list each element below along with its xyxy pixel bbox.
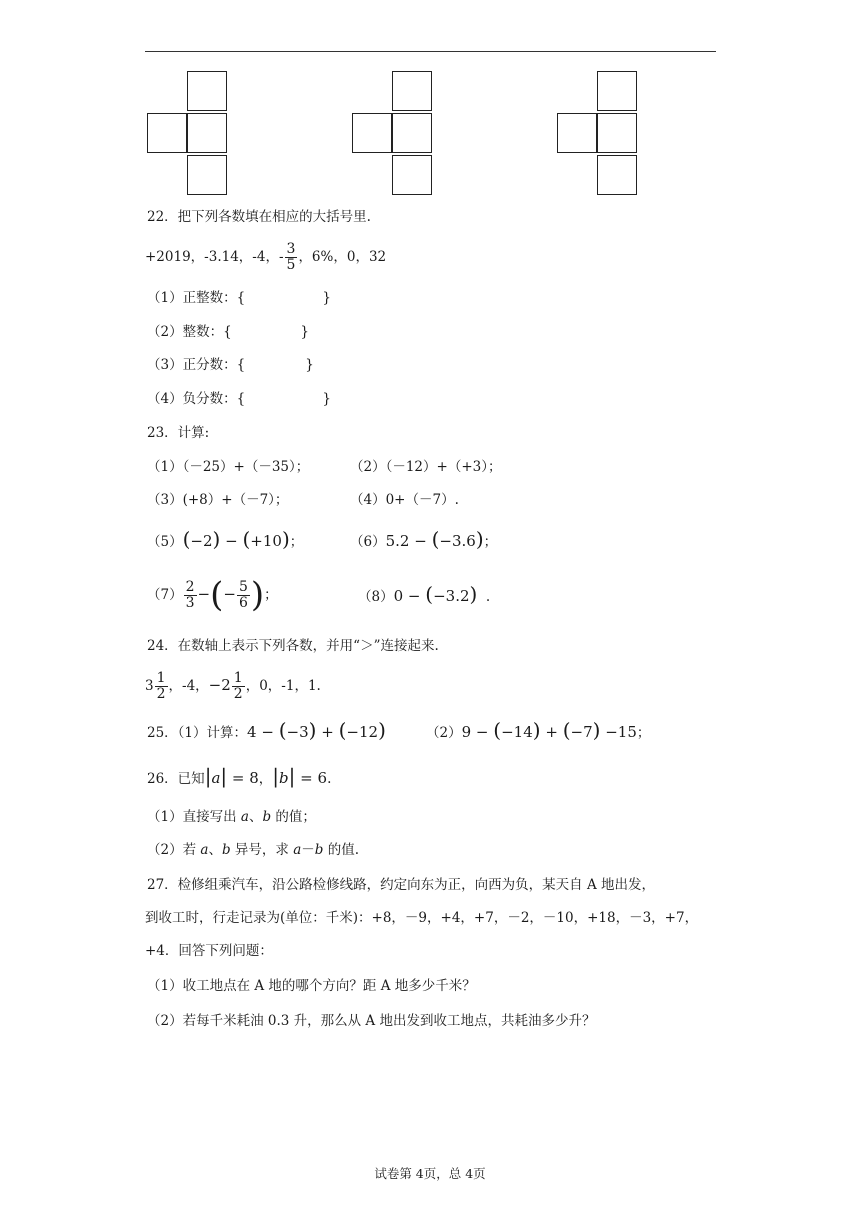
q24-tail: ，0，-1，1. bbox=[245, 678, 321, 694]
fraction bbox=[155, 671, 168, 702]
net-cell bbox=[392, 155, 432, 195]
net-cell bbox=[557, 113, 597, 153]
frac-denominator: 5 bbox=[286, 257, 296, 273]
expr-term: 0 − bbox=[393, 587, 421, 605]
q27-line-2: 到收工时，行走记录为(单位：千米)：+8，－9，+4，+7，－2，－10，+18，－3，+7， bbox=[145, 910, 699, 926]
q23-part-1: （1）（－25）+（－35）； bbox=[147, 459, 310, 475]
q23-part-2: （2）（－12）+（+3）； bbox=[350, 459, 502, 475]
net-cell bbox=[392, 71, 432, 111]
net-cell bbox=[597, 113, 637, 153]
text: （1）直接写出 bbox=[147, 809, 241, 825]
part-end: ； bbox=[289, 534, 304, 550]
var-b: b bbox=[279, 769, 289, 787]
part-label: （2） bbox=[426, 725, 462, 741]
q22-item-1: （1）正整数：{ } bbox=[147, 290, 332, 306]
q26-title: 26．已知|a| = 8，|b| = 6. bbox=[147, 764, 332, 788]
q25-part-1: 25．（1）计算：4 − (−3) + (−12) bbox=[147, 718, 386, 742]
expr-operator: − bbox=[197, 585, 211, 603]
frac-denominator: 2 bbox=[156, 686, 166, 702]
expr-term: −2 bbox=[190, 532, 213, 550]
expr-term: −3 bbox=[286, 723, 309, 741]
q22-nums-b: ，6%，0，32 bbox=[298, 249, 387, 265]
expr-sign: − bbox=[223, 585, 236, 603]
q23-part-7: （7） $\frac{2}{3}$ −(− $\frac{5}{6}$ )； bbox=[147, 575, 278, 615]
part-label: （5） bbox=[147, 534, 183, 550]
q22-item-2: （2）整数：{ } bbox=[147, 324, 309, 340]
part-end: . bbox=[327, 771, 332, 787]
expr-term: −3.2 bbox=[433, 587, 470, 605]
fraction bbox=[237, 580, 250, 611]
var-a: a bbox=[211, 769, 221, 787]
part-label: （6） bbox=[350, 534, 386, 550]
q22-numbers bbox=[145, 238, 386, 276]
part-label: 26．已知 bbox=[147, 771, 205, 787]
q22-title: 22．把下列各数填在相应的大括号里. bbox=[147, 209, 371, 225]
mixed-whole: 3 bbox=[145, 678, 154, 694]
frac-denominator: 6 bbox=[238, 594, 248, 611]
q23-part-6: （6）5.2 − (−3.6)； bbox=[350, 527, 498, 551]
fraction bbox=[232, 671, 245, 702]
frac-denominator: 3 bbox=[185, 594, 195, 611]
var-b: b bbox=[221, 842, 231, 858]
frac-numerator: 5 bbox=[238, 578, 248, 595]
expr-term: −12 bbox=[346, 723, 379, 741]
q27-item-1: （1）收工地点在 A 地的哪个方向？距 A 地多少千米？ bbox=[147, 978, 476, 994]
expr-term: −7 bbox=[570, 723, 593, 741]
q23-part-8: （8）0 − (−3.2) . bbox=[358, 582, 491, 606]
net-cell bbox=[147, 113, 187, 153]
expr-term: +10 bbox=[250, 532, 282, 550]
frac-numerator: 1 bbox=[233, 670, 243, 686]
q22-nums-a: +2019，-3.14，-4，- bbox=[145, 249, 284, 265]
text: 的值. bbox=[323, 842, 360, 858]
part-end: . bbox=[485, 589, 491, 605]
expr-operator: + bbox=[545, 723, 558, 741]
q25-part-2: （2）9 − (−14) + (−7) −15； bbox=[426, 718, 651, 742]
net-cell bbox=[187, 113, 227, 153]
q23-part-5: （5）(−2) − (+10)； bbox=[147, 527, 304, 551]
cube-net-1 bbox=[147, 71, 274, 196]
text: 异号，求 bbox=[230, 842, 294, 858]
q24-mid: ，-4， bbox=[168, 678, 209, 694]
var-a: a bbox=[293, 842, 302, 858]
net-cell bbox=[187, 71, 227, 111]
text: 的值； bbox=[271, 809, 316, 825]
header-rule bbox=[145, 51, 716, 52]
net-cell bbox=[392, 113, 432, 153]
q23-part-3: （3）(+8）+（－7）； bbox=[147, 492, 289, 508]
part-end: ； bbox=[483, 534, 498, 550]
part-label: 25．（1）计算： bbox=[147, 725, 248, 741]
frac-numerator: 2 bbox=[185, 578, 195, 595]
expr-term: 9 − bbox=[461, 723, 489, 741]
expr-term: 5.2 − bbox=[385, 532, 427, 550]
var-a: a bbox=[200, 842, 209, 858]
text: － bbox=[301, 842, 315, 858]
q24-numbers bbox=[145, 666, 321, 705]
var-b: b bbox=[262, 809, 272, 825]
var-b: b bbox=[314, 842, 324, 858]
expr-term: −15 bbox=[605, 723, 637, 741]
var-a: a bbox=[240, 809, 249, 825]
net-cell bbox=[352, 113, 392, 153]
expr-operator: − bbox=[225, 532, 238, 550]
q24-title: 24．在数轴上表示下列各数，并用“＞”连接起来. bbox=[147, 638, 439, 654]
page-footer: 试卷第 4页，总 4页 bbox=[374, 1166, 486, 1181]
q27-item-2: （2）若每千米耗油 0.3 升，那么从 A 地出发到收工地点，共耗油多少升？ bbox=[147, 1013, 596, 1029]
expr-term: 4 − bbox=[247, 723, 274, 741]
net-cell bbox=[597, 71, 637, 111]
q23-part-4: （4）0+（－7）. bbox=[350, 492, 459, 508]
text: 、 bbox=[248, 809, 263, 825]
expr-value: = 8 bbox=[227, 769, 259, 787]
frac-numerator: 3 bbox=[286, 241, 296, 257]
part-label: （7） bbox=[147, 587, 183, 603]
text: 、 bbox=[208, 842, 222, 858]
q26-item-1 bbox=[147, 808, 316, 826]
q27-line-3: +4．回答下列问题： bbox=[145, 943, 273, 959]
fraction bbox=[184, 580, 197, 611]
part-label: （8） bbox=[358, 589, 394, 605]
part-end: ； bbox=[264, 587, 278, 603]
q26-item-2 bbox=[147, 841, 359, 859]
cube-net-3 bbox=[557, 71, 684, 196]
part-end: ； bbox=[636, 725, 651, 741]
q22-fraction bbox=[285, 242, 298, 273]
expr-term: −3.6 bbox=[439, 532, 476, 550]
q22-item-4: （4）负分数：{ } bbox=[147, 391, 332, 407]
frac-denominator: 2 bbox=[233, 686, 243, 702]
net-cell bbox=[597, 155, 637, 195]
expr-value: = 6 bbox=[295, 769, 328, 787]
q27-line-1: 27．检修组乘汽车，沿公路检修线路，约定向东为正，向西为负，某天自 A 地出发， bbox=[147, 877, 656, 893]
expr-operator: + bbox=[321, 723, 334, 741]
mixed-whole: −2 bbox=[208, 676, 231, 694]
text: （2）若 bbox=[147, 842, 201, 858]
q23-title: 23．计算: bbox=[147, 425, 210, 441]
net-cell bbox=[187, 155, 227, 195]
cube-net-2 bbox=[352, 71, 479, 196]
separator: ， bbox=[258, 771, 273, 787]
expr-term: −14 bbox=[501, 723, 533, 741]
q22-item-3: （3）正分数：{ } bbox=[147, 357, 314, 373]
frac-numerator: 1 bbox=[156, 670, 166, 686]
